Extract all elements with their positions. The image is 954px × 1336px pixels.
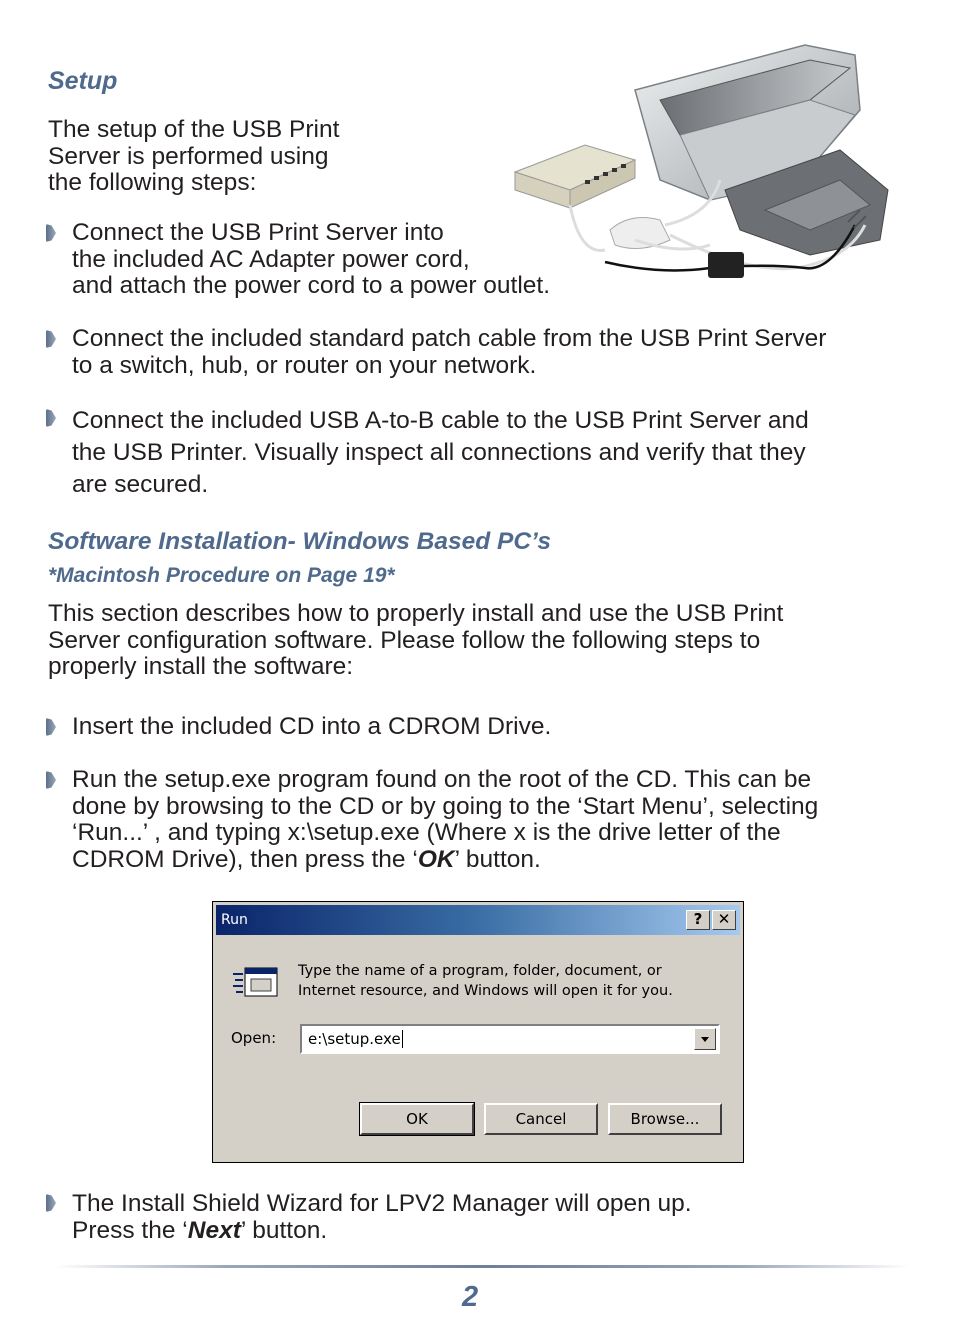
- step-line: and attach the power cord to a power outlet.: [72, 272, 551, 299]
- browse-button[interactable]: Browse...: [608, 1103, 722, 1135]
- printer-setup-photo: [510, 40, 895, 295]
- step-line: Connect the included standard patch cable from the USB Print Server: [72, 325, 827, 352]
- text-cursor: [402, 1030, 403, 1048]
- software-intro-line: Server configuration software. Please follow the following steps to: [48, 626, 761, 654]
- step-line: done by browsing to the CD or by going to the ‘Start Menu’, selecting: [72, 792, 819, 820]
- open-label: Open:: [231, 1029, 277, 1047]
- software-step-3: [72, 1191, 692, 1244]
- software-intro: [48, 601, 783, 681]
- open-input-value[interactable]: e:\setup.exe: [308, 1030, 401, 1048]
- help-button[interactable]: ?: [686, 910, 710, 930]
- step-line: Connect the USB Print Server into: [72, 219, 444, 246]
- macintosh-note: *Macintosh Procedure on Page 19*: [48, 564, 395, 587]
- bullet-icon: [46, 409, 56, 427]
- setup-heading: Setup: [48, 67, 118, 95]
- run-icon: [231, 964, 281, 1004]
- bullet-icon: [46, 1194, 56, 1212]
- dropdown-arrow-icon[interactable]: [694, 1028, 716, 1050]
- software-intro-line: This section describes how to properly install and use the USB Print: [48, 600, 784, 627]
- ok-button[interactable]: OK: [360, 1103, 474, 1135]
- step-line: Run the setup.exe program found on the root of the CD. This can be: [72, 766, 812, 793]
- text: Press the ‘: [72, 1216, 188, 1244]
- text: CDROM Drive), then press the ‘: [72, 845, 418, 873]
- software-intro-line: properly install the software:: [48, 653, 354, 680]
- run-dialog: [212, 901, 744, 1163]
- software-step-1: Insert the included CD into a CDROM Drive.: [72, 713, 552, 740]
- step-line: Connect the included USB A-to-B cable to the USB Print Server and: [72, 407, 809, 434]
- bullet-icon: [46, 224, 56, 242]
- step-line: are secured.: [72, 471, 209, 498]
- text: ’ button.: [240, 1216, 328, 1244]
- ok-emphasis: OK: [417, 845, 455, 873]
- step-line-last: [72, 847, 818, 874]
- setup-step-3: [72, 405, 809, 501]
- run-description-line: Type the name of a program, folder, document, or: [298, 963, 662, 979]
- setup-intro-line: Server is performed using: [48, 142, 329, 170]
- footer-divider: [55, 1265, 910, 1268]
- software-step-2: [72, 767, 818, 873]
- step-line: to a switch, hub, or router on your network.: [72, 351, 537, 379]
- bullet-icon: [46, 330, 56, 348]
- step-line: the included AC Adapter power cord,: [72, 245, 470, 273]
- page-number: 2: [462, 1281, 479, 1313]
- setup-intro-line: The setup of the USB Print: [48, 116, 340, 143]
- step-line-last: [72, 1218, 692, 1245]
- software-heading: Software Installation- Windows Based PC’s: [48, 528, 552, 555]
- setup-step-2: [72, 326, 826, 379]
- next-emphasis: Next: [187, 1216, 241, 1244]
- bullet-icon: [46, 771, 56, 789]
- step-line: ‘Run...’ , and typing x:\setup.exe (Where x is the drive letter of the: [72, 819, 781, 846]
- step-line: The Install Shield Wizard for LPV2 Manager will open up.: [72, 1190, 692, 1217]
- run-dialog-title: Run: [221, 912, 248, 928]
- setup-intro: [48, 117, 339, 197]
- printer-illustration: [510, 40, 895, 295]
- run-description: [298, 961, 673, 1001]
- open-combobox[interactable]: [300, 1024, 720, 1054]
- setup-step-1: [72, 220, 550, 300]
- step-line: the USB Printer. Visually inspect all connections and verify that they: [72, 439, 806, 466]
- bullet-icon: [46, 718, 56, 736]
- cancel-button[interactable]: Cancel: [484, 1103, 598, 1135]
- text: ’ button.: [454, 845, 541, 873]
- close-button[interactable]: ✕: [712, 910, 736, 930]
- setup-intro-line: the following steps:: [48, 169, 257, 196]
- run-dialog-titlebar: [216, 905, 740, 935]
- run-description-line: Internet resource, and Windows will open it for you.: [298, 983, 673, 999]
